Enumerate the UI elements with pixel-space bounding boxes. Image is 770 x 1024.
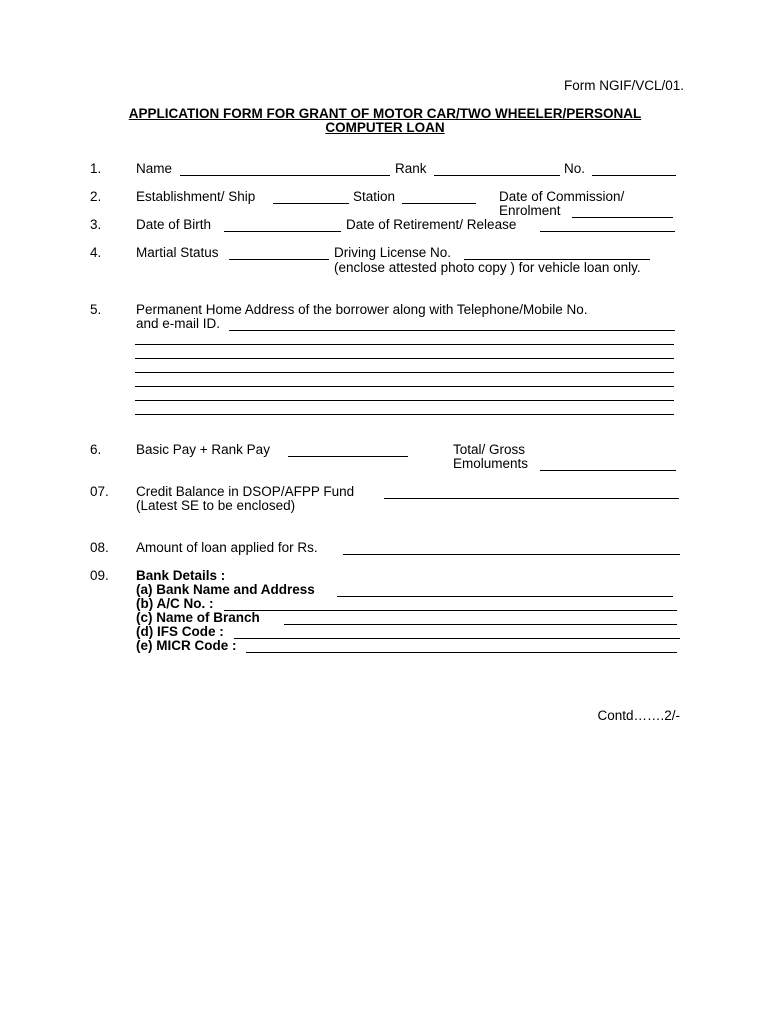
dob-label: Date of Birth [136,217,212,232]
total-emoluments-label-line-2: Emoluments [453,456,529,471]
item-4-number: 4. [90,245,102,260]
address-field-line-4[interactable] [135,372,674,373]
credit-balance-field[interactable] [384,498,679,499]
address-field-line-5[interactable] [135,386,674,387]
bank-details-heading: Bank Details : [136,568,226,583]
bank-name-address-field[interactable] [337,596,673,597]
item-8-number: 08. [90,540,109,555]
station-field[interactable] [402,203,476,204]
ifs-code-label: (d) IFS Code : [136,624,224,639]
station-label: Station [353,189,396,204]
marital-status-field[interactable] [229,259,329,260]
retirement-field[interactable] [540,231,675,232]
branch-name-label: (c) Name of Branch [136,610,260,625]
item-6-number: 6. [90,442,102,457]
item-3-number: 3. [90,217,102,232]
establishment-label: Establishment/ Ship [136,189,256,204]
ifs-code-field[interactable] [234,638,680,639]
rank-label: Rank [395,161,427,176]
form-title-line-1: APPLICATION FORM FOR GRANT OF MOTOR CAR/TWO WHEELER/PERSONAL [128,106,642,121]
branch-name-field[interactable] [284,624,677,625]
item-1-number: 1. [90,161,102,176]
address-field-line-2[interactable] [135,344,674,345]
item-5-number: 5. [90,302,102,317]
address-label-line-1: Permanent Home Address of the borrower along with Telephone/Mobile No. [136,302,588,317]
micr-code-field[interactable] [246,652,677,653]
address-field-line-7[interactable] [135,414,674,415]
micr-code-label: (e) MICR Code : [136,638,237,653]
account-number-field[interactable] [224,610,677,611]
total-emoluments-label-line-1: Total/ Gross [453,442,526,457]
address-field-line-3[interactable] [135,358,674,359]
rank-field[interactable] [434,175,560,176]
commission-label-line-2: Enrolment [499,203,561,218]
bank-name-address-label: (a) Bank Name and Address [136,582,315,597]
address-field-line-6[interactable] [135,400,674,401]
commission-field[interactable] [572,217,673,218]
credit-balance-label: Credit Balance in DSOP/AFPP Fund [136,484,355,499]
dob-field[interactable] [224,231,341,232]
no-field[interactable] [592,175,676,176]
item-9-number: 09. [90,568,109,583]
item-2-number: 2. [90,189,102,204]
basic-pay-field[interactable] [288,456,408,457]
item-7-number: 07. [90,484,109,499]
account-number-label: (b) A/C No. : [136,596,214,611]
address-label-line-2: and e-mail ID. [136,316,221,331]
form-code: Form NGIF/VCL/01. [563,78,684,93]
total-emoluments-field[interactable] [540,470,676,471]
basic-pay-label: Basic Pay + Rank Pay [136,442,270,457]
continued-note: Contd…….2/- [597,708,680,723]
commission-label-line-1: Date of Commission/ [499,189,625,204]
no-label: No. [564,161,586,176]
loan-amount-label: Amount of loan applied for Rs. [136,540,318,555]
loan-amount-field[interactable] [343,554,680,555]
form-title-line-2: COMPUTER LOAN [325,120,445,135]
name-field[interactable] [180,175,390,176]
driving-license-label: Driving License No. [334,245,452,260]
address-field-line-1[interactable] [229,330,675,331]
marital-status-label: Martial Status [136,245,219,260]
credit-balance-note: (Latest SE to be enclosed) [136,498,296,513]
retirement-label: Date of Retirement/ Release [346,217,517,232]
driving-license-note: (enclose attested photo copy ) for vehicle loan only. [334,260,641,275]
name-label: Name [136,161,173,176]
establishment-field[interactable] [273,203,349,204]
